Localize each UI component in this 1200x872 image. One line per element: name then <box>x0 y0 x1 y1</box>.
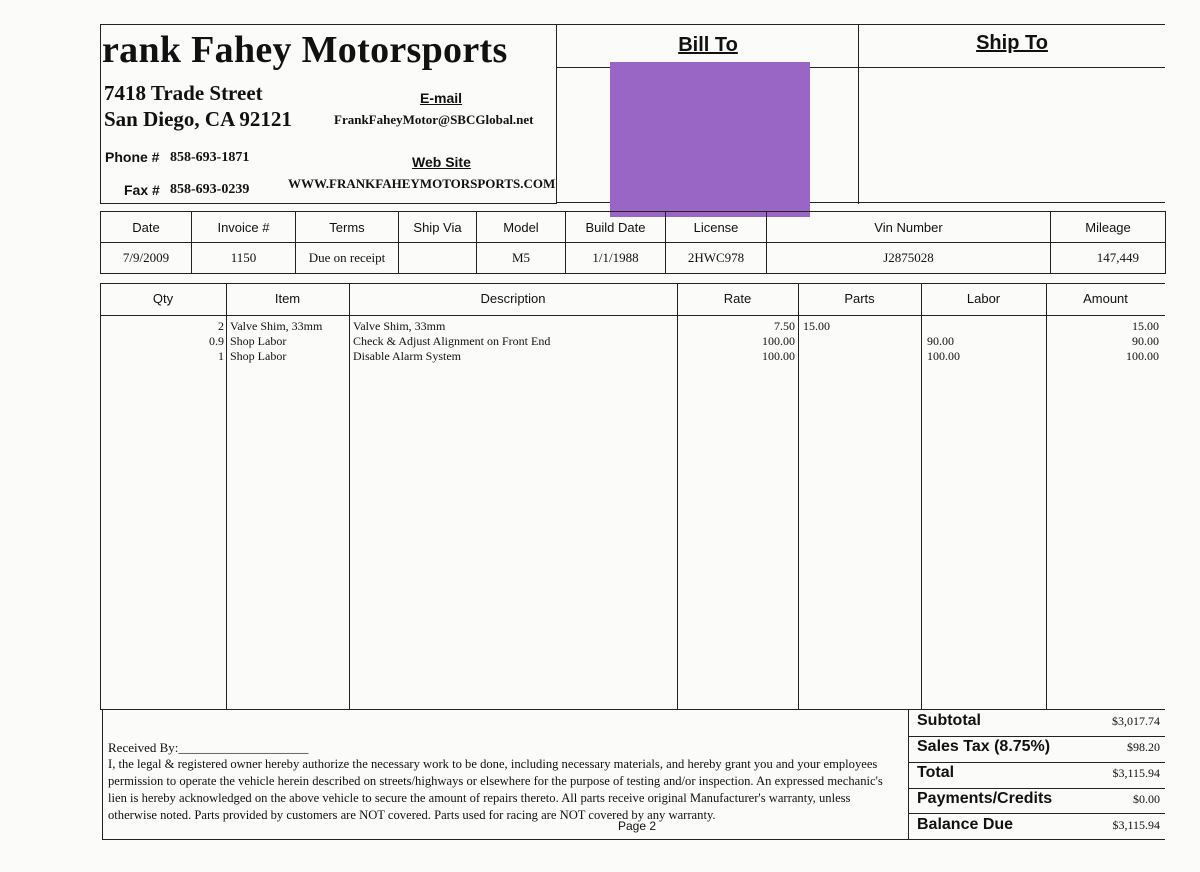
info-header-model: Model <box>477 212 566 243</box>
info-header-license: License <box>666 212 767 243</box>
row-parts: 15.00 <box>803 319 830 333</box>
totals-rule <box>908 813 1165 814</box>
row-rate: 100.00 <box>762 334 795 348</box>
col-header-qty: Qty <box>152 291 174 306</box>
col-header-amount: Amount <box>1083 291 1128 306</box>
row-rate: 7.50 <box>774 319 795 333</box>
redacted-bill-to-address <box>610 62 810 217</box>
column-divider <box>1046 283 1047 710</box>
column-divider <box>677 283 678 710</box>
website-label: Web Site <box>412 154 471 170</box>
info-model: M5 <box>477 243 566 274</box>
totals-rule <box>908 736 1165 737</box>
row-description: Check & Adjust Alignment on Front End <box>353 334 551 348</box>
company-phone: 858-693-1871 <box>170 150 250 165</box>
column-divider <box>798 283 799 710</box>
sales-tax-label: Sales Tax (8.75%) <box>917 738 1051 755</box>
phone-label: Phone # <box>105 149 160 165</box>
row-item: Shop Labor <box>230 349 287 363</box>
column-divider <box>349 283 350 710</box>
row-description: Valve Shim, 33mm <box>353 319 446 333</box>
payments-credits-value: $0.00 <box>1133 792 1160 806</box>
company-website: WWW.FRANKFAHEYMOTORSPORTS.COM <box>288 176 556 191</box>
info-header-terms: Terms <box>296 212 399 243</box>
subtotal-label: Subtotal <box>917 712 981 729</box>
info-license: 2HWC978 <box>666 243 767 274</box>
total-value: $3,115.94 <box>1112 766 1160 780</box>
totals-rule <box>908 762 1165 763</box>
col-header-rate: Rate <box>723 291 752 306</box>
line-items-header-rule <box>100 315 1165 316</box>
info-invoice-number: 1150 <box>192 243 296 274</box>
info-build-date: 1/1/1988 <box>566 243 666 274</box>
sales-tax-value: $98.20 <box>1127 740 1160 754</box>
column-divider <box>226 283 227 710</box>
invoice-info-table <box>100 211 1166 274</box>
company-fax: 858-693-0239 <box>170 182 250 197</box>
row-amount: 90.00 <box>1132 334 1159 348</box>
info-date: 7/9/2009 <box>101 243 192 274</box>
column-divider <box>921 283 922 710</box>
info-terms: Due on receipt <box>296 243 399 274</box>
company-address-line2: San Diego, CA 92121 <box>104 107 292 131</box>
info-vin: J2875028 <box>767 243 1051 274</box>
info-header-build-date: Build Date <box>566 212 666 243</box>
row-amount: 100.00 <box>1126 349 1159 363</box>
row-rate: 100.00 <box>762 349 795 363</box>
totals-rule <box>908 788 1165 789</box>
received-by-line: Received By:____________________ <box>108 740 309 755</box>
fax-label: Fax # <box>124 182 160 198</box>
row-labor: 90.00 <box>927 334 954 348</box>
row-item: Valve Shim, 33mm <box>230 319 323 333</box>
info-header-mileage: Mileage <box>1051 212 1166 243</box>
row-item: Shop Labor <box>230 334 287 348</box>
row-labor: 100.00 <box>927 349 960 363</box>
totals-divider <box>908 710 909 840</box>
balance-due-value: $3,115.94 <box>1112 818 1160 832</box>
row-amount: 15.00 <box>1132 319 1159 333</box>
col-header-description: Description <box>480 291 546 306</box>
info-mileage: 147,449 <box>1051 243 1166 274</box>
ship-to-heading: Ship To <box>976 32 1048 54</box>
col-header-parts: Parts <box>844 291 875 306</box>
info-ship-via <box>399 243 477 274</box>
ship-to-divider <box>859 67 1165 68</box>
info-header-invoice: Invoice # <box>192 212 296 243</box>
total-label: Total <box>917 764 955 781</box>
authorization-legal-text: I, the legal & registered owner hereby authorize the necessary work to be done, including necessary materials, and hereby grant you and your employees permission to operate the vehicle herein described on streets/highways or elsewhere for the purpose of testing and/or inspection. An expressed mechanic's lien is hereby acknowledged on the above vehicle to secure the amount of repairs thereto. All parts receive original Manufacturer's warranty, unless otherwise noted. Parts provided by customers are NOT covered. Parts used for racing are NOT covered by any warranty. <box>108 757 883 822</box>
subtotal-value: $3,017.74 <box>1112 714 1160 728</box>
balance-due-label: Balance Due <box>917 816 1014 833</box>
company-email: FrankFaheyMotor@SBCGlobal.net <box>334 112 534 127</box>
info-header-date: Date <box>101 212 192 243</box>
row-qty: 0.9 <box>209 334 224 348</box>
info-header-ship-via: Ship Via <box>399 212 477 243</box>
page-number: Page 2 <box>618 819 657 833</box>
payments-credits-label: Payments/Credits <box>917 790 1053 807</box>
email-label: E-mail <box>420 90 463 106</box>
row-description: Disable Alarm System <box>353 349 461 363</box>
row-qty: 2 <box>218 319 224 333</box>
col-header-item: Item <box>274 291 301 306</box>
company-address-line1: 7418 Trade Street <box>104 81 263 105</box>
info-header-vin: Vin Number <box>767 212 1051 243</box>
row-qty: 1 <box>218 349 224 363</box>
company-name: rank Fahey Motorsports <box>102 29 508 71</box>
col-header-labor: Labor <box>966 291 1001 306</box>
bill-to-heading: Bill To <box>678 34 738 56</box>
